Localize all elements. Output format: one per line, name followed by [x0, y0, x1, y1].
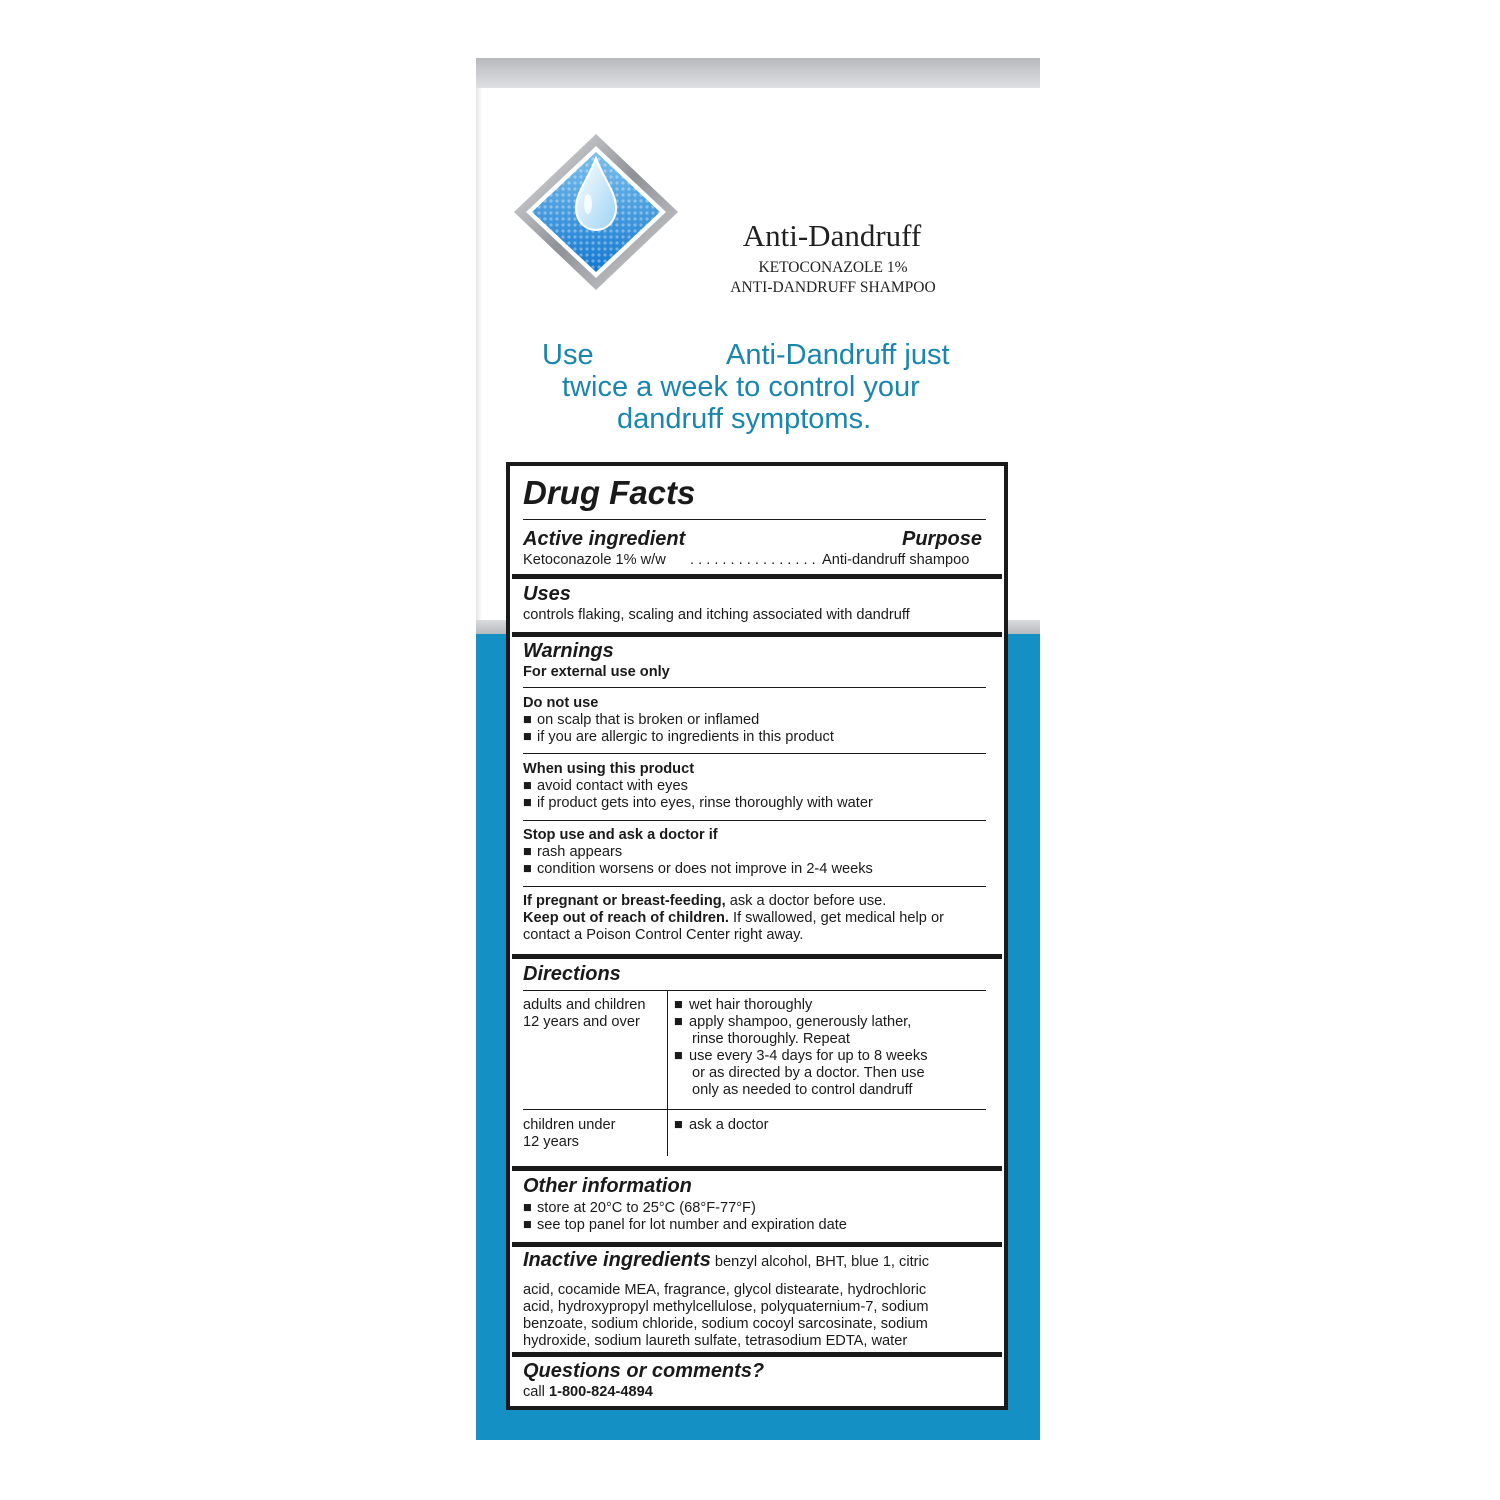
box-top-edge: [476, 58, 1040, 88]
inactive-line-2: acid, cocamide MEA, fragrance, glycol distearate, hydrochloric: [523, 1282, 927, 1298]
pregnant-bold: If pregnant or breast-feeding,: [523, 893, 726, 909]
other-bullet-2: ■: [523, 1217, 532, 1233]
phone-number: 1-800-824-4894: [548, 1384, 653, 1400]
children-item: ask a doctor: [689, 1117, 769, 1133]
adults-bullet-3: ■: [674, 1048, 683, 1064]
purpose-heading: Purpose: [902, 528, 983, 550]
keep-out-text: If swallowed, get medical help or: [728, 910, 944, 926]
title-rule: [523, 519, 986, 520]
uses-text: controls flaking, scaling and itching associated with dandruff: [523, 607, 910, 623]
adults-bullet-2: ■: [674, 1014, 683, 1030]
adults-label-1: adults and children: [523, 997, 646, 1013]
directions-section: [512, 954, 1002, 1166]
inactive-ingredients-section: [512, 1242, 1002, 1352]
stop-use-item-1: rash appears: [537, 844, 623, 860]
questions-section: [512, 1352, 1002, 1406]
tagline-line2: twice a week to control your: [562, 371, 920, 403]
call-label: call: [523, 1384, 545, 1400]
keep-out-line: [523, 910, 944, 926]
children-label-2: 12 years: [523, 1134, 579, 1150]
warnings-rule-1: [523, 687, 986, 688]
other-item-1: store at 20°C to 25°C (68°F-77°F): [537, 1200, 756, 1216]
pregnant-text: ask a doctor before use.: [725, 893, 887, 909]
do-not-use-item-2: if you are allergic to ingredients in this product: [537, 729, 834, 745]
brand-subtitle-2: ANTI-DANDRUFF SHAMPOO: [730, 279, 936, 296]
adults-item-3: use every 3-4 days for up to 8 weeks: [689, 1048, 928, 1064]
adults-item-3-cont-2: only as needed to control dandruff: [692, 1082, 913, 1098]
do-not-use-bullet-1: ■: [523, 712, 532, 728]
directions-rule-top: [523, 990, 986, 991]
stop-use-heading: Stop use and ask a doctor if: [523, 827, 718, 843]
stop-use-bullet-1: ■: [523, 844, 532, 860]
adults-bullet-1: ■: [674, 997, 683, 1013]
inactive-text-1: benzyl alcohol, BHT, blue 1, citric: [710, 1254, 930, 1270]
do-not-use-item-1: on scalp that is broken or inflamed: [537, 712, 760, 728]
water-drop-logo-icon: [512, 132, 680, 292]
adults-item-1: wet hair thoroughly: [689, 997, 813, 1013]
warnings-rule-2: [523, 753, 986, 754]
other-bullet-1: ■: [523, 1200, 532, 1216]
inactive-heading: Inactive ingredients: [523, 1249, 711, 1271]
inactive-line-4: benzoate, sodium chloride, sodium cocoyl sarcosinate, sodium: [523, 1316, 928, 1332]
tagline-use: Use: [542, 339, 594, 371]
active-ingredient-name: Ketoconazole 1% w/w: [523, 552, 666, 568]
when-using-heading: When using this product: [523, 761, 695, 777]
when-using-item-1: avoid contact with eyes: [537, 778, 688, 794]
children-bullet: ■: [674, 1117, 683, 1133]
tagline-line1: Anti-Dandruff just: [726, 339, 950, 371]
warnings-heading: Warnings: [523, 640, 614, 662]
warnings-section: [512, 632, 1002, 954]
inactive-line-3: acid, hydroxypropyl methylcellulose, polyquaternium-7, sodium: [523, 1299, 929, 1315]
other-item-2: see top panel for lot number and expiration date: [537, 1217, 847, 1233]
uses-section: [512, 574, 1002, 634]
pregnant-line: [523, 893, 886, 909]
questions-heading: Questions or comments?: [523, 1360, 765, 1382]
keep-out-bold: Keep out of reach of children.: [523, 910, 729, 926]
adults-item-2: apply shampoo, generously lather,: [689, 1014, 912, 1030]
stop-use-item-2: condition worsens or does not improve in 2-4 weeks: [537, 861, 873, 877]
box-left-edge: [476, 88, 482, 620]
warnings-rule-3: [523, 820, 986, 821]
other-information-section: [512, 1166, 1002, 1242]
when-using-bullet-2: ■: [523, 795, 532, 811]
active-ingredient-leader: . . . . . . . . . . . . . . . .: [690, 552, 816, 568]
warnings-rule-4: [523, 886, 986, 887]
tagline-line3: dandruff symptoms.: [617, 403, 872, 435]
active-ingredient-purpose: Anti-dandruff shampoo: [822, 552, 970, 568]
adults-item-3-cont-1: or as directed by a doctor. Then use: [692, 1065, 925, 1081]
when-using-bullet-1: ■: [523, 778, 532, 794]
drug-facts-panel: [506, 462, 1008, 1410]
adults-label-2: 12 years and over: [523, 1014, 640, 1030]
inactive-line-5: hydroxide, sodium laureth sulfate, tetrasodium EDTA, water: [523, 1333, 908, 1349]
questions-call-line: [523, 1384, 653, 1400]
brand-subtitle-1: KETOCONAZOLE 1%: [758, 259, 908, 276]
external-use-text: For external use only: [523, 664, 670, 680]
other-information-heading: Other information: [523, 1175, 692, 1197]
adults-item-2-cont: rinse thoroughly. Repeat: [692, 1031, 850, 1047]
directions-heading: Directions: [523, 963, 621, 985]
active-ingredient-heading: Active ingredient: [523, 528, 686, 550]
brand-title: Anti-Dandruff: [742, 218, 922, 253]
drug-facts-title: Drug Facts: [523, 474, 696, 511]
directions-column-divider: [667, 990, 668, 1156]
directions-rule-mid: [523, 1109, 986, 1110]
do-not-use-heading: Do not use: [523, 695, 599, 711]
stop-use-bullet-2: ■: [523, 861, 532, 877]
uses-heading: Uses: [523, 583, 571, 605]
when-using-item-2: if product gets into eyes, rinse thoroughly with water: [537, 795, 873, 811]
keep-out-line-2: contact a Poison Control Center right away.: [523, 927, 804, 943]
children-label-1: children under: [523, 1117, 616, 1133]
inactive-line-1: [523, 1249, 929, 1272]
do-not-use-bullet-2: ■: [523, 729, 532, 745]
